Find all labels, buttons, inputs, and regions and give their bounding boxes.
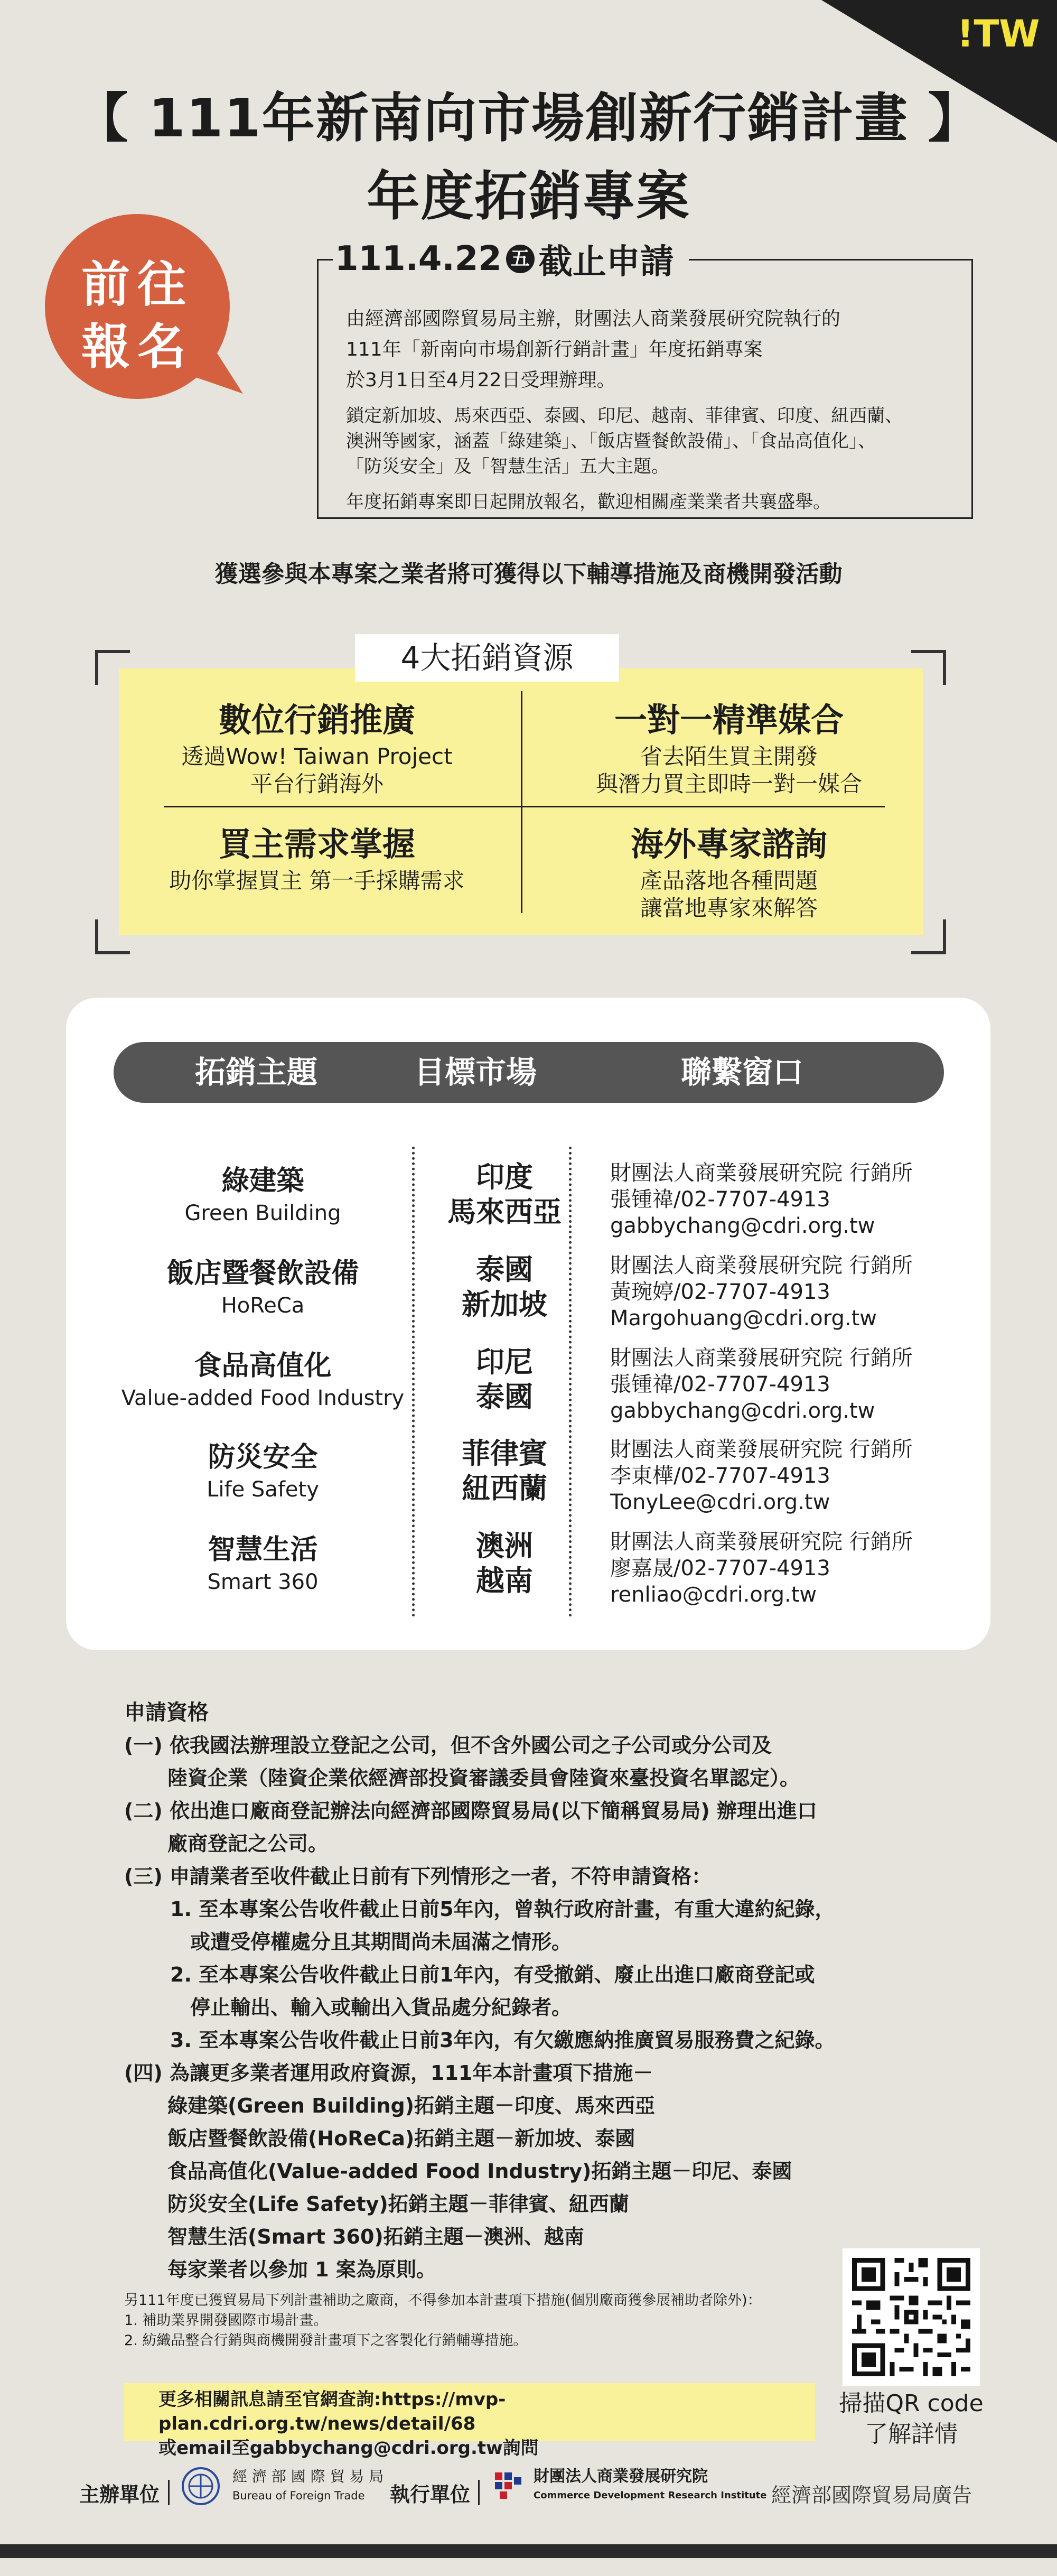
- theme-en: Life Safety: [207, 1477, 319, 1502]
- exec-org-zh: 財團法人商業發展研究院: [534, 2467, 708, 2486]
- contact-org: 財團法人商業發展研究院 行銷所: [610, 1253, 913, 1278]
- note-line: 另111年度已獲貿易局下列計畫補助之廠商，不得參加本計畫項下措施(個別廠商獲參展補助者除外)：: [124, 2292, 762, 2309]
- contact-cell: [610, 1252, 980, 1332]
- table-row: [114, 1345, 969, 1437]
- table-row: [114, 1252, 969, 1345]
- contact-person: 張锺禕/02-7707-4913: [610, 1372, 830, 1397]
- eligibility-line: 食品高值化(Value-added Food Industry)拓銷主題－印尼、泰國: [167, 2160, 792, 2183]
- note-line: 2. 紡織品整合行銷與商機開發計畫項下之客製化行銷輔導措施。: [124, 2332, 528, 2349]
- register-line-1: 前往: [81, 256, 193, 313]
- table-row: [114, 1529, 969, 1621]
- desc-line: 澳洲等國家，涵蓋「綠建築」、「飯店暨餐飲設備」、「食品高值化」、: [346, 431, 876, 452]
- resource-desc: 與潛力買主即時一對一媒合: [595, 771, 862, 797]
- host-organization: [232, 2467, 383, 2505]
- contact-person: 黃琬婷/02-7707-4913: [610, 1280, 830, 1304]
- deadline-description: [346, 304, 959, 525]
- deadline-date: 111.4.22: [335, 239, 502, 278]
- market: 新加坡: [462, 1288, 547, 1321]
- eligibility-line: 2. 至本專案公告收件截止日前1年內，有受撤銷、廢止出進口廠商登記或: [170, 1963, 815, 1986]
- eligibility-line: 綠建築(Green Building)拓銷主題－印度、馬來西亞: [167, 2094, 656, 2117]
- deadline-heading: [333, 238, 689, 280]
- resource-desc: 助你掌握買主 第一手採購需求: [169, 868, 465, 894]
- market: 越南: [476, 1564, 533, 1597]
- eligibility-line: 陸資企業（陸資企業依經濟部投資審議委員會陸資來臺投資名單認定）。: [167, 1766, 800, 1790]
- executor-organization: [534, 2467, 766, 2505]
- separator: [168, 2480, 170, 2505]
- contact-cell: [610, 1345, 980, 1424]
- contact-email[interactable]: gabbychang@cdri.org.tw: [610, 1214, 875, 1238]
- resource-matchmaking: [549, 698, 909, 798]
- title-line-1: 【 111年新南向市場創新行銷計畫 】: [75, 87, 982, 149]
- theme-en: Smart 360: [207, 1570, 319, 1594]
- benefit-heading: 獲選參與本專案之業者將可獲得以下輔導措施及商機開發活動: [214, 561, 843, 588]
- contact-cell: [610, 1160, 980, 1239]
- market: 澳洲: [476, 1529, 533, 1563]
- contact-person: 張锺禕/02-7707-4913: [610, 1187, 830, 1212]
- theme-en: Green Building: [184, 1201, 341, 1225]
- contact-cell: [610, 1529, 980, 1608]
- contact-email[interactable]: Margohuang@cdri.org.tw: [610, 1306, 877, 1331]
- resource-heading: 一對一精準媒合: [614, 701, 844, 739]
- resource-buyer-needs: [137, 822, 497, 895]
- desc-line: 年度拓銷專案即日起開放報名，歡迎相關產業業者共襄盛舉。: [346, 491, 831, 513]
- divider: [521, 691, 522, 913]
- market: 泰國: [476, 1253, 533, 1286]
- resource-desc: 透過Wow! Taiwan Project: [181, 743, 453, 769]
- eligibility-line: 1. 至本專案公告收件截止日前5年內，曾執行政府計畫，有重大違約紀錄，: [170, 1898, 835, 1921]
- eligibility-line: 廠商登記之公司。: [167, 1832, 329, 1855]
- market-cell: [433, 1436, 576, 1506]
- eligibility-line: 飯店暨餐飲設備(HoReCa)拓銷主題－新加坡、泰國: [167, 2127, 635, 2150]
- theme-cell: [114, 1531, 412, 1595]
- divider: [164, 806, 885, 807]
- footer: [0, 2460, 1057, 2528]
- eligibility-line: 防災安全(Life Safety)拓銷主題－菲律賓、紐西蘭: [167, 2192, 629, 2216]
- more-info-text: [158, 2387, 813, 2460]
- qr-code[interactable]: [843, 2248, 980, 2386]
- table-row: [114, 1160, 969, 1252]
- theme-cell: [114, 1254, 412, 1319]
- register-line-2: 報名: [81, 319, 193, 375]
- eligibility-line: 每家業者以參加 1 案為原則。: [167, 2258, 436, 2281]
- resource-desc: 省去陌生買主開發: [640, 743, 818, 769]
- market: 泰國: [476, 1380, 533, 1413]
- more-info-link[interactable]: 更多相關訊息請至官網查詢:https://mvp-plan.cdri.org.tw/news/detail/68: [158, 2389, 506, 2434]
- host-org-zh: 經 濟 部 國 際 貿 易 局: [232, 2468, 384, 2485]
- cdri-logo-icon: [489, 2465, 531, 2507]
- desc-line: 鎖定新加坡、馬來西亞、泰國、印尼、越南、菲律賓、印度、紐西蘭、: [346, 405, 903, 426]
- bracket-corner: [95, 919, 130, 954]
- desc-line: 111年「新南向市場創新行銷計畫」年度拓銷專案: [346, 339, 763, 360]
- advertiser-note: 經濟部國際貿易局廣告: [771, 2484, 972, 2507]
- host-label: 主辦單位: [79, 2483, 160, 2506]
- resource-digital-marketing: [137, 698, 497, 798]
- resource-heading: 數位行銷推廣: [218, 701, 415, 739]
- box-border: [317, 259, 334, 261]
- market: 紐西蘭: [462, 1472, 547, 1505]
- note-line: 1. 補助業界開發國際市場計畫。: [124, 2312, 328, 2329]
- column-header: 聯繫窗口: [680, 1054, 803, 1090]
- theme-en: Value-added Food Industry: [121, 1386, 405, 1410]
- market-cell: [433, 1345, 576, 1415]
- theme-zh: 綠建築: [221, 1165, 304, 1197]
- eligibility-section: [124, 1696, 948, 2286]
- qr-caption-line: 了解詳情: [865, 2421, 958, 2448]
- theme-zh: 飯店暨餐飲設備: [166, 1258, 359, 1289]
- qr-caption: [824, 2388, 998, 2450]
- svg-text:!TW: !TW: [957, 12, 1040, 55]
- market: 菲律賓: [462, 1437, 547, 1470]
- desc-line: 「防災安全」及「智慧生活」五大主題。: [346, 456, 669, 477]
- eligibility-line: (三) 申請業者至收件截止日前有下列情形之一者，不符申請資格：: [124, 1865, 712, 1888]
- contact-org: 財團法人商業發展研究院 行銷所: [610, 1346, 913, 1370]
- resource-heading: 海外專家諮詢: [630, 825, 827, 863]
- theme-zh: 智慧生活: [208, 1534, 318, 1566]
- table-header: [114, 1042, 944, 1103]
- market-cell: [433, 1529, 576, 1598]
- resource-desc: 讓當地專家來解答: [640, 895, 818, 921]
- box-border: [687, 259, 973, 261]
- bracket-corner: [95, 650, 130, 685]
- bracket-corner: [911, 650, 946, 685]
- contact-email[interactable]: gabbychang@cdri.org.tw: [610, 1399, 875, 1423]
- market: 馬來西亞: [447, 1195, 562, 1229]
- table-row: [114, 1436, 969, 1529]
- desc-line: 於3月1日至4月22日受理辦理。: [346, 369, 616, 391]
- eligibility-line: 3. 至本專案公告收件截止日前3年內，有欠繳應納推廣貿易服務費之紀錄。: [170, 2029, 835, 2052]
- qr-caption-line: 掃描QR code: [839, 2390, 984, 2417]
- separator: [478, 2480, 480, 2505]
- theme-cell: [114, 1162, 412, 1226]
- resources-title: 4大拓銷資源: [355, 634, 619, 682]
- contact-org: 財團法人商業發展研究院 行銷所: [610, 1530, 913, 1554]
- contact-person: 廖嘉晟/02-7707-4913: [610, 1556, 830, 1580]
- contact-org: 財團法人商業發展研究院 行銷所: [610, 1161, 913, 1185]
- title-line-2: 年度拓銷專案: [367, 165, 690, 227]
- theme-cell: [114, 1347, 412, 1411]
- desc-line: 由經濟部國際貿易局主辦，財團法人商業發展研究院執行的: [346, 308, 841, 330]
- resource-heading: 買主需求掌握: [218, 825, 415, 863]
- contact-person: 李東樺/02-7707-4913: [610, 1464, 830, 1488]
- more-info-email[interactable]: 或email至gabbychang@cdri.org.tw詢問: [158, 2438, 539, 2459]
- market-cell: [433, 1252, 576, 1322]
- resource-desc: 平台行銷海外: [250, 771, 383, 797]
- eligibility-line: (二) 依出進口廠商登記辦法向經濟部國際貿易局(以下簡稱貿易局) 辦理出進口: [124, 1799, 817, 1822]
- theme-zh: 防災安全: [208, 1442, 318, 1473]
- eligibility-line: (四) 為讓更多業者運用政府資源，111年本計畫項下措施－: [124, 2061, 653, 2085]
- contact-org: 財團法人商業發展研究院 行銷所: [610, 1437, 913, 1462]
- eligibility-line: (一) 依我國法辦理設立登記之公司，但不含外國公司之子公司或分公司及: [124, 1734, 772, 1757]
- market: 印尼: [476, 1345, 533, 1379]
- executor-label: 執行單位: [390, 2483, 471, 2506]
- eligibility-line: 智慧生活(Smart 360)拓銷主題－澳洲、越南: [167, 2225, 584, 2248]
- deadline-label: 截止申請: [538, 243, 674, 282]
- theme-en: HoReCa: [221, 1294, 305, 1318]
- eligibility-line: 停止輸出、輸入或輸出入貨品處分紀錄者。: [190, 1996, 572, 2019]
- market: 印度: [476, 1160, 533, 1194]
- bracket-corner: [911, 919, 946, 954]
- register-button[interactable]: [53, 254, 222, 378]
- resource-desc: 產品落地各種問題: [640, 868, 818, 894]
- eligibility-line: 或遭受停權處分且其期間尚未屆滿之情形。: [190, 1930, 572, 1954]
- bottom-bar: [0, 2544, 1057, 2558]
- resource-expert-consulting: [549, 822, 909, 922]
- contact-email[interactable]: renliao@cdri.org.tw: [610, 1583, 817, 1607]
- contact-cell: [610, 1436, 980, 1515]
- contact-email[interactable]: TonyLee@cdri.org.tw: [610, 1490, 830, 1514]
- column-header: 拓銷主題: [194, 1054, 317, 1090]
- theme-cell: [114, 1438, 412, 1503]
- bureau-foreign-trade-emblem-icon: [180, 2465, 222, 2507]
- note-section: [124, 2291, 832, 2351]
- weekday-badge: 五: [506, 245, 535, 273]
- eligibility-heading: 申請資格: [124, 1700, 209, 1725]
- exec-org-en: Commerce Development Research Institute: [534, 2490, 767, 2501]
- host-org-en: Bureau of Foreign Trade: [232, 2489, 365, 2502]
- market-cell: [433, 1160, 576, 1230]
- theme-zh: 食品高值化: [194, 1350, 332, 1382]
- column-header: 目標市場: [414, 1054, 537, 1090]
